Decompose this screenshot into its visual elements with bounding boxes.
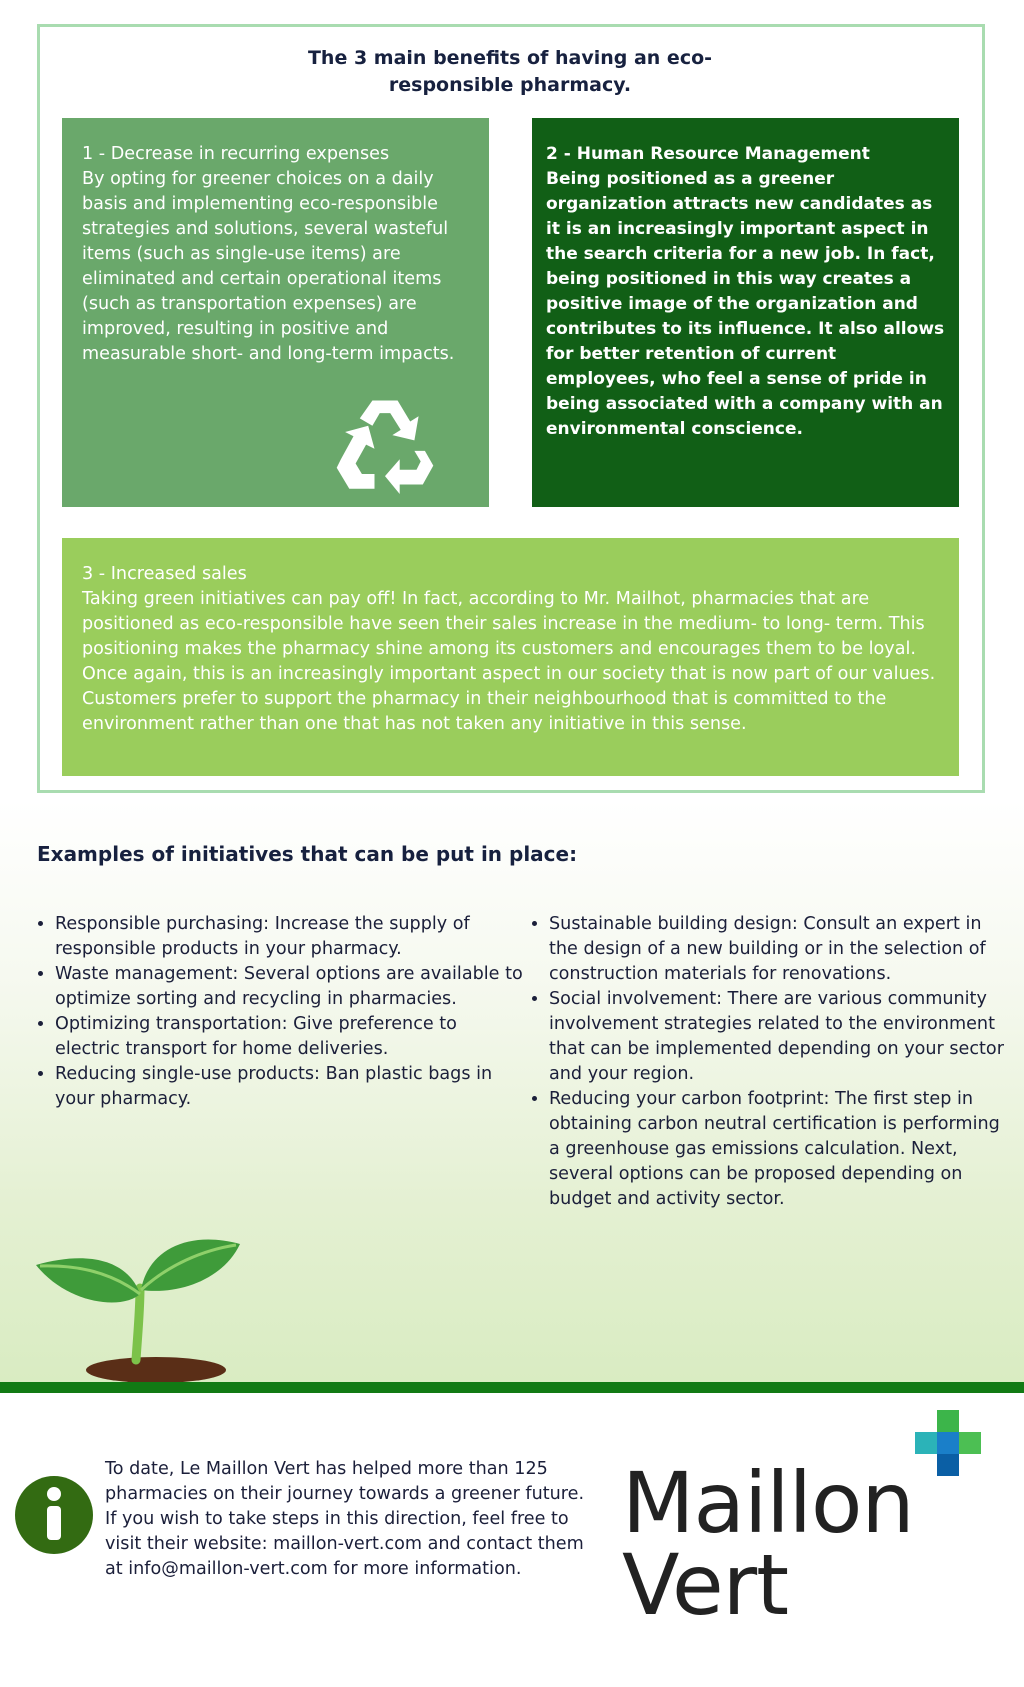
list-item: • Responsible purchasing: Increase the supply of responsible products in your pharmacy.: [55, 912, 525, 962]
info-icon: [15, 1476, 93, 1554]
examples-section: [0, 800, 1024, 1382]
benefits-frame: [37, 24, 985, 793]
benefit-body: Being positioned as a greener organization attracts new candidates as it is an increasingly important aspect in the search criteria for a new job. In fact, being positioned in this way creates a positive image of the organization and contributes to its influence. It also allows for better retention of current employees, who feel a sense of pride in being associated with a company with an environmental conscience.: [546, 169, 951, 439]
examples-title: Examples of initiatives that can be put in place:: [37, 842, 578, 866]
benefit-card-sales: [62, 538, 959, 776]
list-item: • Reducing your carbon footprint: The first step in obtaining carbon neutral certification is performing a greenhouse gas emissions calculation. Next, several options can be proposed depending on budget and activity sector.: [549, 1087, 1009, 1212]
recycle-icon: [330, 390, 440, 495]
initiatives-list-left: [37, 912, 525, 1112]
benefit-body: By opting for greener choices on a daily basis and implementing eco-responsible strategies and solutions, several wasteful items (such as single-use items) are eliminated and certain operational items (such as transportation expenses) are improved, resulting in positive and measurable short- and long-term impacts.: [82, 169, 455, 364]
benefit-heading: 1 - Decrease in recurring expenses: [82, 144, 390, 164]
list-item: • Optimizing transportation: Give preference to electric transport for home deliveries.: [55, 1012, 525, 1062]
benefit-card-expenses: [62, 118, 489, 507]
info-section: [0, 1393, 1024, 1687]
benefit-card-hr: [532, 118, 959, 507]
benefits-title: The 3 main benefits of having an eco-responsible pharmacy.: [307, 47, 713, 96]
brand-name-line-2: Vert: [622, 1536, 789, 1634]
initiatives-list-right: [531, 912, 1009, 1212]
info-text: To date, Le Maillon Vert has helped more than 125 pharmacies on their journey towards a greener future. If you wish to take steps in this direction, feel free to visit their website: maillon-vert.com and contact them at info@maillon-vert.com for more information.: [105, 1459, 585, 1579]
sprout-illustration: [28, 1210, 258, 1382]
benefit-heading: 2 - Human Resource Management: [546, 144, 870, 164]
pharmacy-cross-icon: [915, 1410, 981, 1476]
brand-name-line-1: Maillon: [622, 1454, 914, 1552]
benefit-body: Taking green initiatives can pay off! In fact, according to Mr. Mailhot, pharmacies that are positioned as eco-responsible have seen their sales increase in the medium- to long- term. This positioning makes the pharmacy shine among its customers and encourages them to be loyal. Once again, this is an increasingly important aspect in our society that is now part of our values. Customers prefer to support the pharmacy in their neighbourhood that is committed to the environment rather than one that has not taken any initiative in this sense.: [82, 589, 941, 734]
list-item: • Sustainable building design: Consult an expert in the design of a new building or in the selection of construction materials for renovations.: [549, 912, 1009, 987]
list-item: • Social involvement: There are various community involvement strategies related to the environment that can be implemented depending on your sector and your region.: [549, 987, 1009, 1087]
list-item: • Waste management: Several options are available to optimize sorting and recycling in pharmacies.: [55, 962, 525, 1012]
divider-line: [0, 1382, 1024, 1393]
benefit-heading: 3 - Increased sales: [82, 564, 247, 584]
list-item: • Reducing single-use products: Ban plastic bags in your pharmacy.: [55, 1062, 525, 1112]
